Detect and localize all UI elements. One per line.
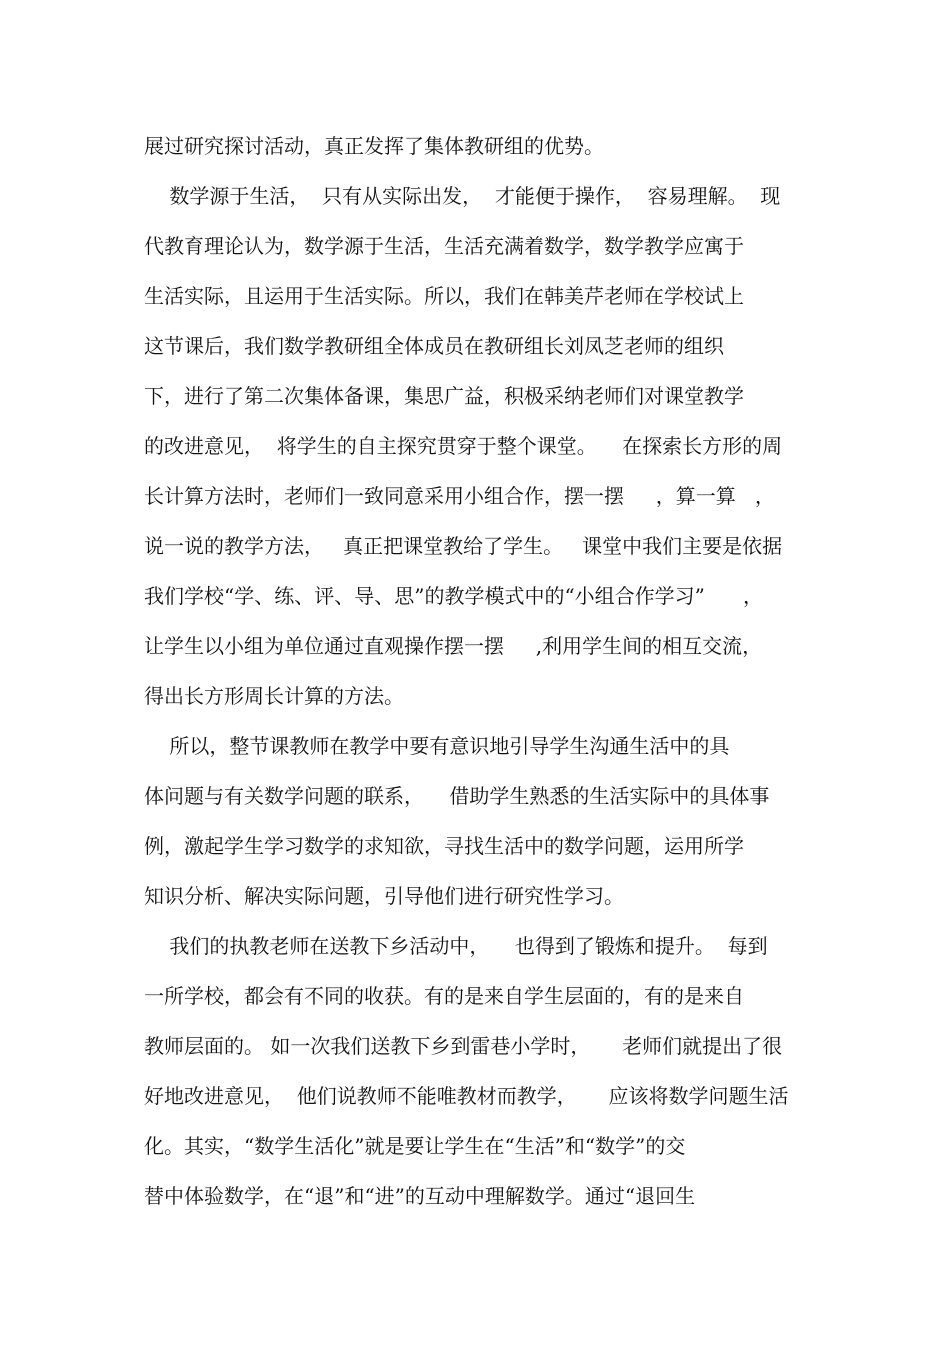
text-line-14: 体问题与有关数学问题的联系， 借助学生熟悉的生活实际中的具体事: [144, 784, 770, 808]
text-line-11: 让学生以小组为单位通过直观操作摆一摆 ,利用学生间的相互交流，: [144, 634, 763, 658]
text-line-18: 一所学校，都会有不同的收获。有的是来自学生层面的，有的是来自: [144, 984, 744, 1008]
text-line-4: 生活实际，且运用于生活实际。所以，我们在韩美芹老师在学校试上: [144, 284, 744, 308]
text-line-8: 长计算方法时，老师们一致同意采用小组合作，摆一摆 ，算一算 ，: [144, 484, 775, 508]
text-line-20: 好地改进意见， 他们说教师不能唯教材而教学， 应该将数学问题生活: [144, 1084, 789, 1108]
text-line-17: 我们的执教老师在送教下乡活动中， 也得到了锻炼和提升。 每到: [144, 934, 768, 958]
text-line-7: 的改进意见， 将学生的自主探究贯穿于整个课堂。 在探索长方形的周: [144, 434, 783, 458]
text-line-3: 代教育理论认为，数学源于生活，生活充满着数学，数学教学应寓于: [144, 234, 744, 258]
text-line-19: 教师层面的。 如一次我们送教下乡到雷巷小学时， 老师们就提出了很: [144, 1034, 783, 1058]
text-line-16: 知识分析、解决实际问题，引导他们进行研究性学习。: [144, 884, 624, 908]
text-line-9: 说一说的教学方法， 真正把课堂教给了学生。 课堂中我们主要是依据: [144, 534, 783, 558]
text-line-1: 展过研究探讨活动，真正发挥了集体教研组的优势。: [144, 134, 604, 158]
text-line-13: 所以，整节课教师在教学中要有意识地引导学生沟通生活中的具: [144, 734, 730, 758]
body-text: [144, 121, 814, 1221]
text-line-5: 这节课后，我们数学教研组全体成员在教研组长刘凤芝老师的组织: [144, 334, 724, 358]
text-line-12: 得出长方形周长计算的方法。: [144, 684, 404, 708]
text-line-10: 我们学校“学、练、评、导、思”的教学模式中的“小组合作学习” ，: [144, 584, 764, 608]
text-line-6: 下，进行了第二次集体备课，集思广益，积极采纳老师们对课堂教学: [144, 384, 744, 408]
text-line-21: 化。其实，“数学生活化”就是要让学生在“生活”和“数学”的交: [144, 1134, 686, 1158]
text-line-15: 例，激起学生学习数学的求知欲，寻找生活中的数学问题，运用所学: [144, 834, 744, 858]
text-line-2: 数学源于生活， 只有从实际出发， 才能便于操作， 容易理解。 现: [144, 184, 781, 208]
text-line-22: 替中体验数学，在“退”和“进”的互动中理解数学。通过“退回生: [144, 1184, 696, 1208]
